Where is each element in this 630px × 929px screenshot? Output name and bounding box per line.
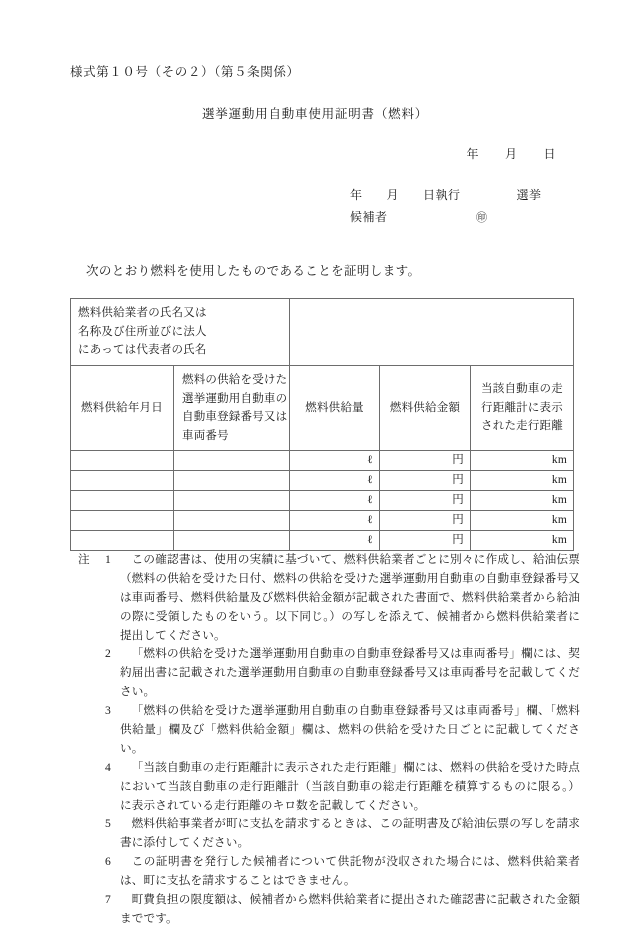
supplier-row [71,299,574,366]
note-number: 1 [105,553,111,566]
cell-vehicle-number[interactable] [174,451,290,471]
cell-fuel-amount-unit[interactable]: 円 [380,451,471,471]
header-line: 燃料供給量 [305,401,364,414]
issue-date-day-label: 日 [543,147,556,161]
header-line: 行距離計に表示 [481,401,563,414]
document-title: 選挙運動用自動車使用証明書（燃料） [201,107,429,121]
notes-list [70,551,580,929]
fuel-usage-table [70,298,574,551]
cell-fuel-amount-unit[interactable]: 円 [380,471,471,491]
table-row [71,471,574,491]
supplier-label-line-2: 名称及び住所並びに法人 [78,325,207,338]
cell-fuel-supply-date[interactable] [71,451,174,471]
header-line: 選挙運動用自動車の [182,392,288,405]
cell-fuel-quantity-unit[interactable]: ℓ [290,451,380,471]
note-number: 3 [105,704,111,718]
supplier-label-line-1: 燃料供給業者の氏名又は [78,307,207,319]
cell-vehicle-number[interactable] [174,491,290,511]
cell-fuel-quantity-unit[interactable]: ℓ [290,471,380,491]
table-row [71,511,574,531]
supplier-value-cell[interactable] [290,299,574,366]
cell-fuel-supply-date[interactable] [71,531,174,551]
cell-fuel-quantity-unit[interactable]: ℓ [290,491,380,511]
note-item [70,702,580,759]
cell-fuel-amount-unit[interactable]: 円 [380,531,471,551]
issue-date-month-label: 月 [504,147,518,161]
header-line: 燃料供給金額 [389,401,461,414]
cell-fuel-supply-date[interactable] [71,511,174,531]
note-text: 「燃料の供給を受けた選挙運動用自動車の自動車登録番号又は車両番号」欄、「燃料供給量」欄及び「燃料供給金額」欄は、燃料の供給を受けた日ごとに記載してください。 [120,704,580,755]
cell-fuel-quantity-unit[interactable]: ℓ [290,531,380,551]
header-line: された走行距離 [481,420,563,433]
table-row [71,531,574,551]
election-year-label: 年 [350,188,363,202]
notes-section [70,551,580,929]
header-odometer-reading [471,365,574,451]
candidate-label: 候補者 [350,210,388,224]
cell-odometer-unit[interactable]: km [471,451,574,471]
cell-vehicle-number[interactable] [174,471,290,491]
notes-heading: 注 [78,553,90,566]
header-line: 当該自動車の走 [481,383,563,396]
note-item [70,759,580,816]
header-line: 自動車登録番号又は [182,411,288,424]
note-text: 「燃料の供給を受けた選挙運動用自動車の自動車登録番号又は車両番号」欄には、契約届出書に記載された選挙運動用自動車の自動車登録番号又は車両番号を記載してください。 [120,647,580,699]
cell-odometer-unit[interactable]: km [471,491,574,511]
cell-fuel-supply-date[interactable] [71,471,174,491]
table-row [71,451,574,471]
note-item [70,891,580,929]
header-line: 燃料の供給を受けた [182,373,288,386]
note-number: 7 [105,893,111,907]
note-text: 「当該自動車の走行距離計に表示された走行距離」欄には、燃料の供給を受けた時点において当該自動車の走行距離計（当該自動車の総走行距離を積算するものに限る。）に表示されている走行距離のキロ数を記載してください。 [120,760,580,812]
note-text: この証明書を発行した候補者について供託物が没収された場合には、燃料供給業者は、町に支払を請求することはできません。 [120,855,580,888]
note-number: 2 [105,647,111,661]
note-item [70,645,580,702]
note-text: 町費負担の限度額は、候補者から燃料供給業者に提出された確認書に記載された金額までです。 [120,893,580,925]
cell-odometer-unit[interactable]: km [471,471,574,491]
note-text: 燃料供給事業者が町に支払を請求するときは、この証明書及び給油伝票の写しを請求書に添付してください。 [120,817,580,850]
seal-stamp-icon: ㊞ [476,212,488,224]
cell-vehicle-number[interactable] [174,531,290,551]
header-vehicle-registration-number [174,365,290,451]
supplier-label-cell [71,299,290,366]
form-code: 様式第１０号（その２）（第５条関係） [70,65,300,79]
note-item [70,853,580,891]
certification-statement: 次のとおり燃料を使用したものであることを証明します。 [86,264,421,278]
election-day-exec-label: 日執行 [423,188,461,202]
header-fuel-amount [380,365,471,451]
cell-odometer-unit[interactable]: km [471,511,574,531]
note-text: この確認書は、使用の実績に基づいて、燃料供給業者ごとに別々に作成し、給油伝票（燃料の供給を受けた日付、燃料の供給を受けた選挙運動用自動車の自動車登録番号又は車両番号、燃料供給量及び燃料供給金額が記載された書面で、燃料供給業者から給油の際に受領したものをいう。以下同じ。）の写しを添えて、候補者から燃料供給業者に提出してください。 [120,553,580,642]
header-line: 車両番号 [182,429,229,442]
supplier-label-line-3: にあっては代表者の氏名 [78,344,207,357]
note-item [70,551,580,645]
note-item [70,815,580,853]
table-row [71,491,574,511]
election-month-label: 月 [386,188,400,202]
cell-fuel-supply-date[interactable] [71,491,174,511]
issue-date-year-label: 年 [466,147,479,161]
cell-fuel-amount-unit[interactable]: 円 [380,491,471,511]
election-date-line [350,186,542,203]
cell-fuel-amount-unit[interactable]: 円 [380,511,471,531]
note-number: 4 [105,760,111,774]
header-fuel-supply-date [71,365,174,451]
table-header-row [71,365,574,451]
cell-fuel-quantity-unit[interactable]: ℓ [290,511,380,531]
header-line: 燃料供給年月日 [81,401,163,414]
issue-date-line [0,145,556,162]
header-fuel-quantity [290,365,380,451]
cell-vehicle-number[interactable] [174,511,290,531]
fuel-usage-table-wrapper [70,298,573,551]
note-number: 6 [105,855,111,869]
note-number: 5 [105,817,111,831]
cell-odometer-unit[interactable]: km [471,531,574,551]
candidate-line [350,208,488,225]
election-label: 選挙 [516,188,542,202]
